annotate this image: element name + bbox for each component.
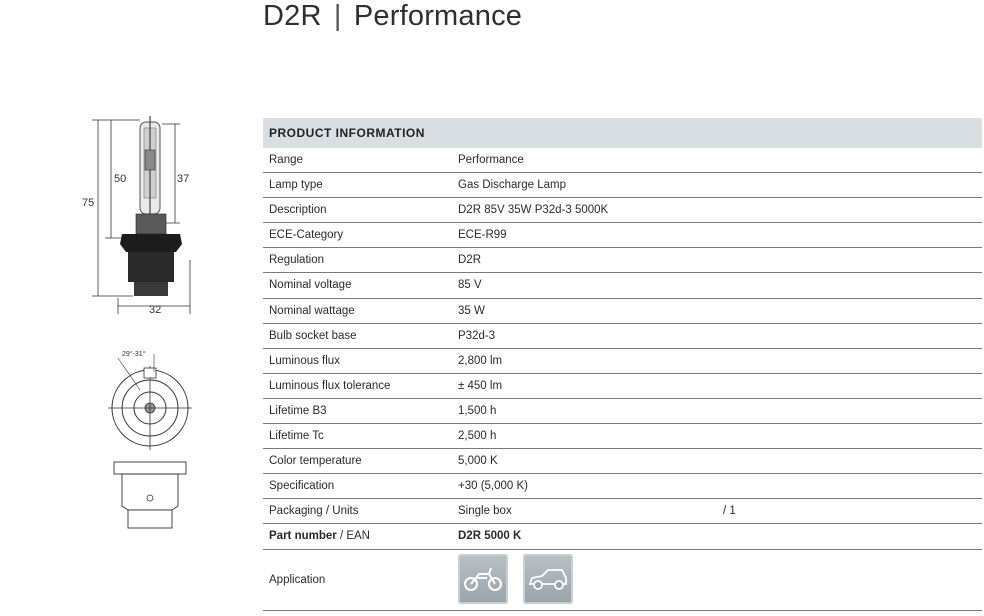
title-name: Performance [353,0,523,32]
row-value: 2,800 lm [458,354,503,367]
row-label: ECE-Category [269,229,344,242]
dim-75-label: 75 [82,197,95,209]
page-title [263,0,522,33]
bulb-base-drawing [114,462,186,528]
table-row [263,374,982,399]
row-value: +30 (5,000 K) [458,480,529,493]
ean-label: / EAN [336,530,370,543]
table-row [263,424,982,449]
table-header: PRODUCT INFORMATION [263,118,982,148]
row-label: Luminous flux tolerance [269,379,391,392]
row-value: 2,500 h [458,430,497,443]
table-row [263,248,982,273]
row-label: Application [269,573,326,586]
table-row [263,349,982,374]
row-value: ECE-R99 [458,229,507,242]
table-row-part-number [263,524,982,549]
row-label: Lifetime B3 [269,404,327,417]
table-row [263,399,982,424]
row-value: 85 V [458,279,482,292]
row-value: ± 450 lm [458,379,503,392]
bulb-top-drawing [108,350,192,450]
title-separator: | [333,0,342,32]
row-label: Range [269,154,303,166]
table-row [263,198,982,223]
bulb-side-drawing [78,110,208,540]
row-value: 5,000 K [458,455,498,468]
row-label: Packaging / Units [269,505,359,518]
row-label: Nominal wattage [269,304,355,317]
angle-label: 29°-31° [122,351,146,358]
car-icon [523,554,573,604]
row-value: D2R [458,254,482,267]
row-label: Bulb socket base [269,329,357,342]
row-value: 1,500 h [458,404,497,417]
table-row-application [263,550,982,611]
table-row [263,273,982,298]
row-label: Lifetime Tc [269,430,324,443]
row-label: Description [269,204,327,217]
row-extra: / 1 [723,505,736,518]
table-row [263,299,982,324]
table-row [263,148,982,173]
row-value: Performance [458,154,524,166]
technical-drawings [78,110,208,540]
row-label: Lamp type [269,179,323,192]
part-number-value: D2R 5000 K [458,530,522,543]
dim-32-label: 32 [149,304,162,316]
row-value: P32d-3 [458,329,496,342]
table-row [263,324,982,349]
row-value: Gas Discharge Lamp [458,179,567,192]
product-info-table [263,118,982,611]
row-label: Specification [269,480,335,493]
table-row-packaging [263,499,982,524]
table-row [263,173,982,198]
motorcycle-icon [458,554,508,604]
dim-37-label: 37 [177,173,190,185]
row-label: Nominal voltage [269,279,352,292]
row-label [269,524,370,548]
row-label: Regulation [269,254,324,267]
table-row [263,449,982,474]
row-value: 35 W [458,304,485,317]
title-code: D2R [263,0,322,32]
row-value: Single box [458,505,512,518]
row-value: D2R 85V 35W P32d-3 5000K [458,204,609,217]
table-row [263,223,982,248]
table-row [263,474,982,499]
row-label: Color temperature [269,455,362,468]
dim-50-label: 50 [114,173,127,185]
row-label: Luminous flux [269,354,340,367]
part-number-label: Part number [269,530,337,543]
